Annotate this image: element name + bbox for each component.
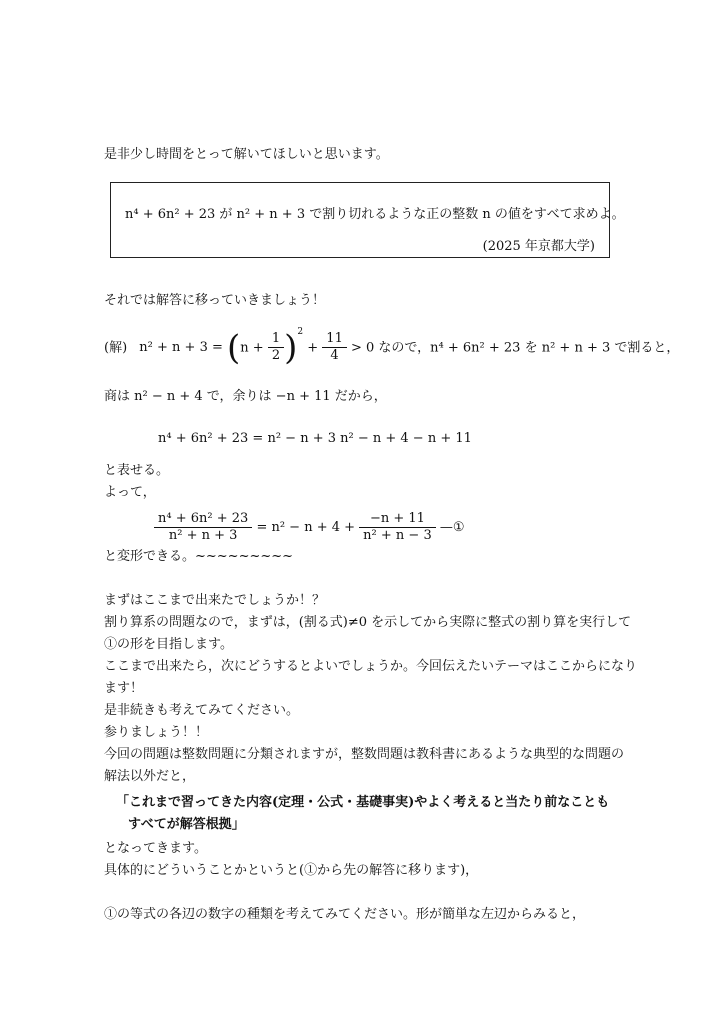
eq1-frac-eleven-quarters bbox=[322, 331, 347, 364]
transition-text: それでは解答に移っていきましょう！ bbox=[104, 293, 326, 308]
eq1-frac-den: 2 bbox=[271, 348, 281, 364]
body-line: 解法以外だと， bbox=[104, 769, 196, 784]
eq1-paren-left: ( bbox=[227, 327, 241, 368]
eq3-rhs-frac bbox=[359, 511, 436, 544]
closing-line: となってきます。 bbox=[104, 841, 207, 856]
eq3-mid: = n² − n + 4 + bbox=[256, 520, 356, 535]
solution-eq1 bbox=[104, 320, 679, 368]
quotient-line: 商は n² − n + 4 で，余りは −n + 11 だから， bbox=[104, 389, 387, 404]
eq1-lhs: n² + n + 3 = bbox=[139, 340, 223, 356]
eq1-plus: + bbox=[307, 340, 319, 356]
eq3-den: n² + n + 3 bbox=[168, 528, 238, 543]
problem-statement: n⁴ + 6n² + 23 が n² + n + 3 で割り切れるような正の整数 n の値をすべて求めよ。 bbox=[125, 207, 625, 222]
therefore-text: よって， bbox=[104, 485, 156, 500]
eq1-frac-num: 1 bbox=[268, 331, 284, 348]
eq3-tag: —① bbox=[439, 520, 465, 535]
eq1-paren-right: ) bbox=[284, 327, 298, 368]
body-line: ます！ bbox=[104, 681, 144, 696]
intro-text: 是非少し時間をとって解いてほしいと思います。 bbox=[104, 147, 389, 162]
problem-box bbox=[110, 182, 625, 258]
body-line: 今回の問題は整数問題に分類されますが，整数問題は教科書にあるような典型的な問題の bbox=[104, 747, 625, 762]
division-identity: n⁴ + 6n² + 23 = n² − n + 3 n² − n + 4 − n + 11 bbox=[158, 431, 472, 446]
eq1-square: 2 bbox=[297, 327, 304, 337]
solution-label: (解) bbox=[104, 340, 128, 356]
eq3-frac-num: −n + 11 bbox=[359, 511, 436, 528]
eq1-frac2-den: 4 bbox=[330, 348, 339, 364]
eq3-frac-den: n² + n − 3 bbox=[363, 528, 432, 543]
eq3-lhs-frac bbox=[154, 511, 252, 544]
body-line: まずはここまで出来たでしょうか！？ bbox=[104, 593, 326, 608]
body-line: 割り算系の問題なので，まずは，(割る式)≠0 を示してから実際に整式の割り算を実行して bbox=[104, 615, 632, 630]
closing-line: 具体的にどういうことかというと(①から先の解答に移ります)， bbox=[104, 863, 479, 878]
solution-eq3 bbox=[154, 508, 465, 548]
expressed-text: と表せる。 bbox=[104, 463, 170, 478]
problem-source: (2025 年京都大学) bbox=[482, 239, 595, 254]
eq1-frac-half bbox=[268, 331, 284, 364]
emphasis-line-1: 「これまで習ってきた内容(定理・公式・基礎事実)やよく考えると当たり前なことも bbox=[116, 795, 610, 810]
body-line: 参りましょう！！ bbox=[104, 725, 209, 740]
eq1-inner: n + bbox=[240, 340, 264, 356]
eq3-num: n⁴ + 6n² + 23 bbox=[154, 511, 252, 528]
emphasis-line-2: すべてが解答根拠」 bbox=[128, 817, 245, 832]
eq1-tail: > 0 なので，n⁴ + 6n² + 23 を n² + n + 3 で割ると， bbox=[350, 340, 680, 356]
last-line: ①の等式の各辺の数字の種類を考えてみてください。形が簡単な左辺からみると， bbox=[104, 907, 586, 922]
transformed-text: と変形できる。~~~~~~~~~ bbox=[104, 549, 294, 564]
body-line: ここまで出来たら，次にどうするとよいでしょうか。今回伝えたいテーマはここからになり bbox=[104, 659, 638, 674]
body-line: 是非続きも考えてみてください。 bbox=[104, 703, 300, 718]
body-line: ①の形を目指します。 bbox=[104, 637, 233, 652]
eq1-frac2-num: 11 bbox=[322, 331, 347, 348]
